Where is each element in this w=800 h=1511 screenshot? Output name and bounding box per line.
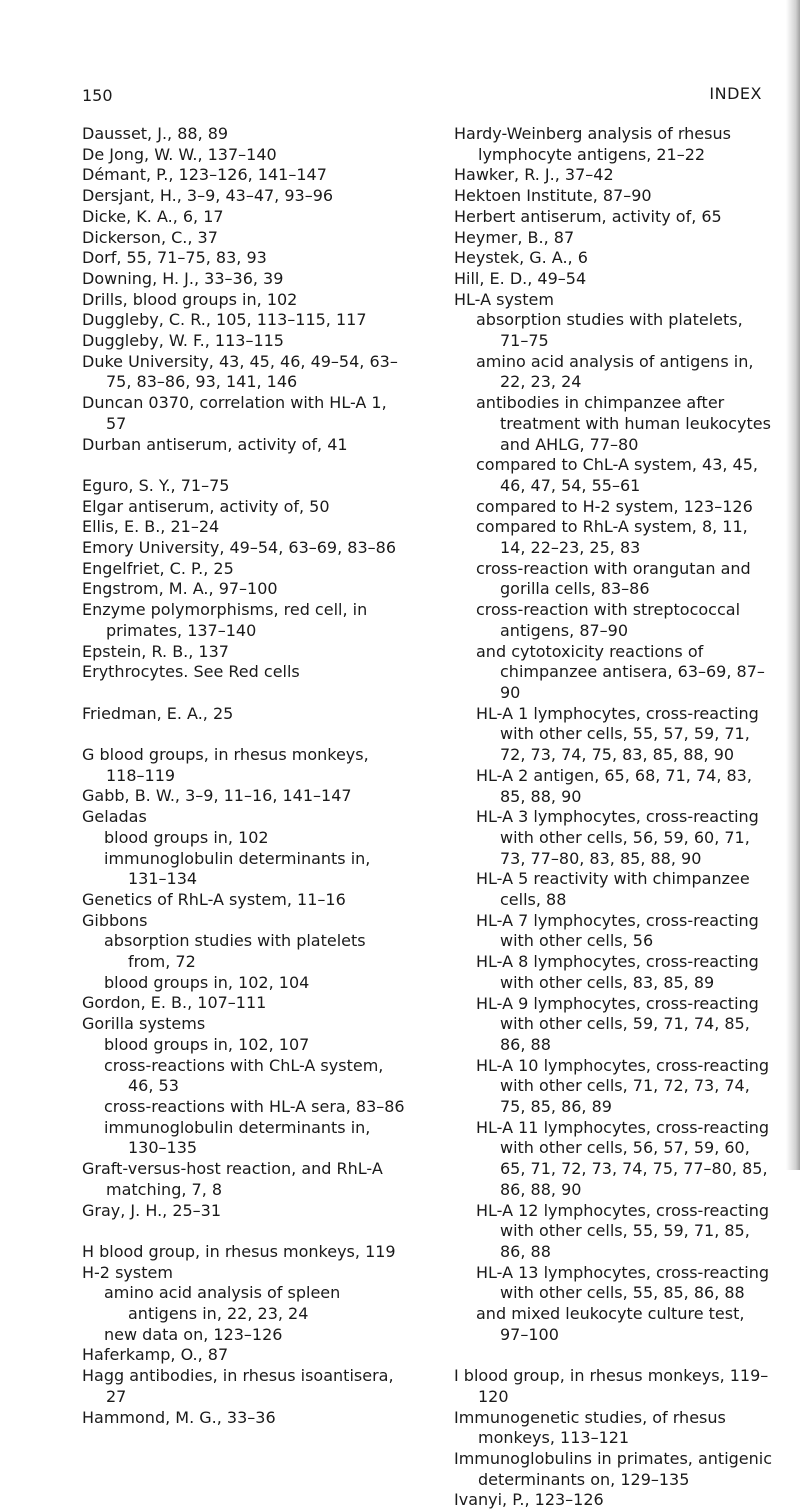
section-gap [454, 1345, 774, 1366]
index-entry: Ivanyi, P., 123–126 [454, 1490, 604, 1510]
index-entry: Hagg antibodies, in rhesus isoantisera, 27 [82, 1366, 394, 1406]
index-entry: Dorf, 55, 71–75, 83, 93 [82, 248, 267, 268]
index-entry: Duncan 0370, correlation with HL-A 1, 57 [82, 393, 387, 433]
index-subentry: new data on, 123–126 [104, 1324, 283, 1344]
index-entry: Hardy-Weinberg analysis of rhesus lymphocyte antigens, 21–22 [454, 124, 731, 164]
index-subentry: blood groups in, 102, 107 [104, 1034, 310, 1054]
index-entry: HL-A system [454, 289, 554, 309]
index-entry: Duke University, 43, 45, 46, 49–54, 63–75, 83–86, 93, 141, 146 [82, 351, 398, 392]
index-entry: Drills, blood groups in, 102 [82, 289, 298, 309]
page-edge-shadow [786, 0, 800, 1170]
index-entry: Friedman, E. A., 25 [82, 703, 234, 723]
index-entry: Gordon, E. B., 107–111 [82, 993, 267, 1013]
index-subentry: absorption studies with platelets from, 72 [104, 931, 366, 972]
index-entry: Heymer, B., 87 [454, 227, 575, 247]
index-subentry: compared to H-2 system, 123–126 [476, 496, 753, 516]
index-entry: Epstein, R. B., 137 [82, 641, 229, 661]
index-subentry: HL-A 12 lymphocytes, cross-reacting with other cells, 55, 59, 71, 85, 86, 88 [476, 1200, 769, 1261]
index-entry: Hill, E. D., 49–54 [454, 268, 587, 288]
index-entry: Enzyme polymorphisms, red cell, in primates, 137–140 [82, 600, 368, 640]
index-entry: Hammond, M. G., 33–36 [82, 1407, 276, 1427]
index-column-left [82, 124, 412, 1428]
index-subentry: cross-reactions with HL-A sera, 83–86 [104, 1097, 405, 1116]
index-subentry: compared to ChL-A system, 43, 45, 46, 47, 54, 55–61 [476, 455, 758, 495]
index-entry: Ellis, E. B., 21–24 [82, 517, 220, 537]
index-entry: Gray, J. H., 25–31 [82, 1200, 222, 1220]
index-subentry: HL-A 9 lymphocytes, cross-reacting with other cells, 59, 71, 74, 85, 86, 88 [476, 993, 759, 1054]
index-subentry: HL-A 3 lymphocytes, cross-reacting with other cells, 56, 59, 60, 71, 73, 77–80, 83, 85, 88, 90 [476, 807, 759, 868]
page-number: 150 [82, 86, 113, 105]
section-gap [82, 1221, 412, 1242]
index-subentry: HL-A 5 reactivity with chimpanzee cells, 88 [476, 869, 750, 910]
index-entry: Erythrocytes. See Red cells [82, 662, 300, 682]
section-gap [82, 683, 412, 704]
index-entry: H-2 system [82, 1262, 173, 1282]
index-subentry: HL-A 7 lymphocytes, cross-reacting with other cells, 56 [476, 910, 759, 951]
index-subentry: cross-reaction with streptococcal antigens, 87–90 [476, 600, 741, 640]
index-entry: Engstrom, M. A., 97–100 [82, 579, 278, 599]
index-entry: Genetics of RhL-A system, 11–16 [82, 889, 346, 909]
index-entry: Gorilla systems [82, 1014, 206, 1034]
index-entry: Gabb, B. W., 3–9, 11–16, 141–147 [82, 786, 352, 806]
index-subentry: amino acid analysis of antigens in, 22, 23, 24 [476, 351, 754, 392]
index-subentry: HL-A 11 lymphocytes, cross-reacting with other cells, 56, 57, 59, 60, 65, 71, 72, 73, 74, 75, 77–80, 85, 86, 88, 90 [476, 1117, 769, 1199]
index-subentry: HL-A 10 lymphocytes, cross-reacting with other cells, 71, 72, 73, 74, 75, 85, 86, 89 [476, 1055, 769, 1117]
section-gap [82, 724, 412, 745]
index-entry: Eguro, S. Y., 71–75 [82, 475, 230, 495]
index-subentry: HL-A 8 lymphocytes, cross-reacting with other cells, 83, 85, 89 [476, 952, 759, 992]
index-subentry: cross-reactions with ChL-A system, 46, 53 [104, 1055, 384, 1096]
index-subentry: absorption studies with platelets, 71–75 [476, 310, 743, 351]
index-subentry: antibodies in chimpanzee after treatment with human leukocytes and AHLG, 77–80 [476, 393, 771, 454]
index-entry: H blood group, in rhesus monkeys, 119 [82, 1241, 396, 1261]
index-subentry: HL-A 2 antigen, 65, 68, 71, 74, 83, 85, 88, 90 [476, 765, 752, 806]
index-entry: Hektoen Institute, 87–90 [454, 186, 652, 206]
index-entry: Durban antiserum, activity of, 41 [82, 434, 348, 454]
index-entry: Démant, P., 123–126, 141–147 [82, 165, 327, 185]
index-entry: Duggleby, W. F., 113–115 [82, 331, 284, 351]
index-subentry: immunoglobulin determinants in, 131–134 [104, 848, 371, 889]
running-head: INDEX [709, 84, 762, 103]
index-entry: Herbert antiserum, activity of, 65 [454, 206, 722, 226]
index-entry: G blood groups, in rhesus monkeys, 118–119 [82, 745, 369, 785]
index-subentry: and cytotoxicity reactions of chimpanzee antisera, 63–69, 87–90 [476, 641, 765, 702]
index-entry: Gibbons [82, 910, 148, 930]
index-entry: Duggleby, C. R., 105, 113–115, 117 [82, 310, 367, 330]
index-entry: Dicke, K. A., 6, 17 [82, 206, 224, 226]
index-entry: Dersjant, H., 3–9, 43–47, 93–96 [82, 186, 334, 206]
index-entry: I blood group, in rhesus monkeys, 119–120 [454, 1366, 769, 1406]
index-entry: Engelfriet, C. P., 25 [82, 558, 234, 578]
section-gap [82, 455, 412, 476]
index-subentry: blood groups in, 102 [104, 827, 269, 847]
index-entry: Downing, H. J., 33–36, 39 [82, 268, 284, 288]
index-entry: Elgar antiserum, activity of, 50 [82, 496, 330, 516]
index-subentry: HL-A 13 lymphocytes, cross-reacting with other cells, 55, 85, 86, 88 [476, 1262, 769, 1303]
index-column-right [454, 124, 774, 1511]
index-entry: Dausset, J., 88, 89 [82, 124, 229, 143]
index-entry: Emory University, 49–54, 63–69, 83–86 [82, 538, 396, 558]
index-entry: Immunoglobulins in primates, antigenic determinants on, 129–135 [454, 1448, 773, 1489]
index-subentry: cross-reaction with orangutan and gorilla cells, 83–86 [476, 558, 751, 599]
index-entry: Immunogenetic studies, of rhesus monkeys, 113–121 [454, 1407, 726, 1448]
index-subentry: amino acid analysis of spleen antigens in, 22, 23, 24 [104, 1283, 341, 1324]
index-subentry: and mixed leukocyte culture test, 97–100 [476, 1304, 745, 1344]
index-entry: Geladas [82, 807, 147, 827]
index-entry: Heystek, G. A., 6 [454, 248, 588, 268]
index-subentry: immunoglobulin determinants in, 130–135 [104, 1117, 371, 1158]
index-subentry: blood groups in, 102, 104 [104, 972, 310, 992]
index-entry: Dickerson, C., 37 [82, 227, 218, 247]
index-entry: Hawker, R. J., 37–42 [454, 165, 614, 185]
index-entry: Graft-versus-host reaction, and RhL-A matching, 7, 8 [82, 1159, 383, 1199]
index-subentry: compared to RhL-A system, 8, 11, 14, 22–23, 25, 83 [476, 517, 748, 558]
index-subentry: HL-A 1 lymphocytes, cross-reacting with other cells, 55, 57, 59, 71, 72, 73, 74, 75, 83, 85, 88, 90 [476, 703, 759, 765]
index-entry: De Jong, W. W., 137–140 [82, 144, 277, 164]
index-entry: Haferkamp, O., 87 [82, 1345, 229, 1365]
